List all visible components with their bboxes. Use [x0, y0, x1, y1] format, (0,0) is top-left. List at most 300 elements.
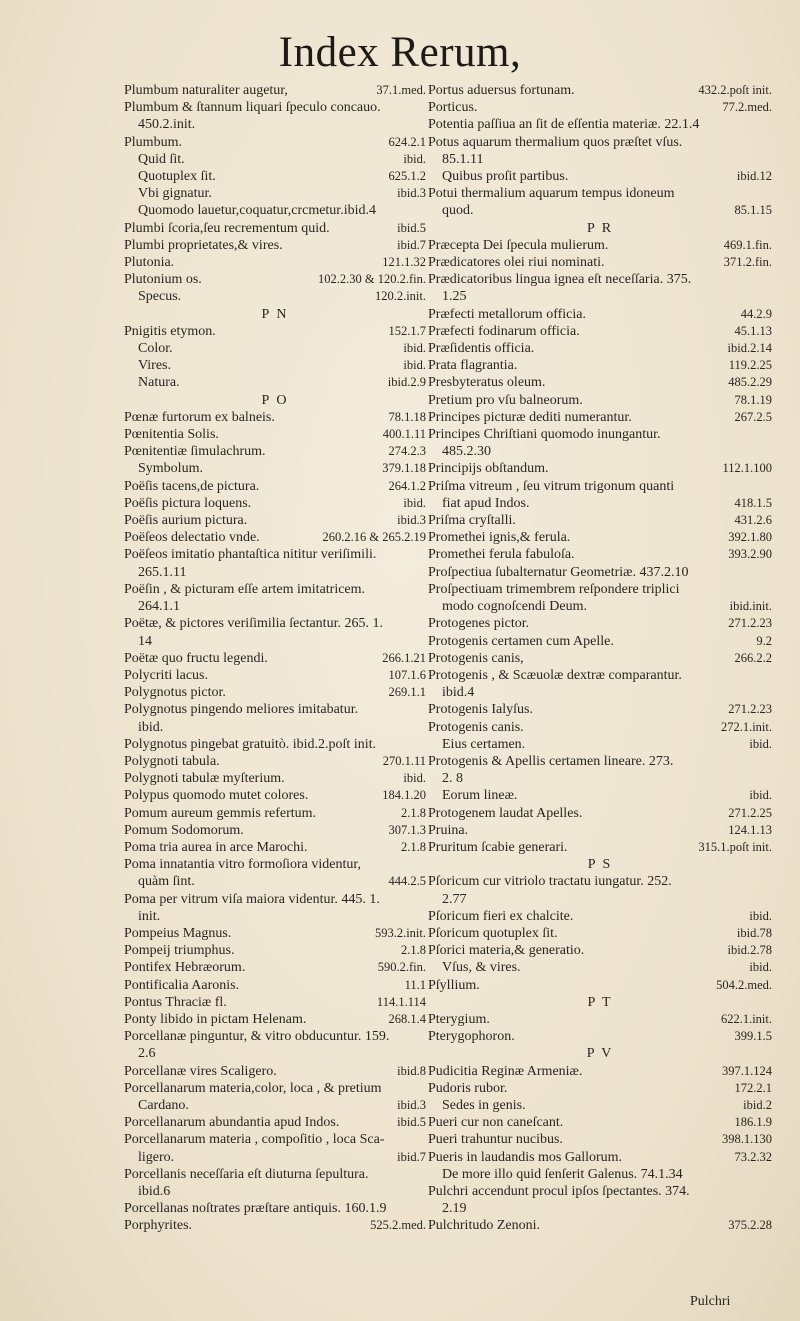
entry-reference: 85.1.15	[734, 203, 772, 218]
index-entry	[428, 82, 772, 99]
entry-reference: ibid.	[403, 771, 426, 786]
index-entry	[124, 873, 426, 890]
index-entry	[124, 529, 426, 546]
entry-term: 2.77	[442, 891, 467, 907]
entry-reference: 379.1.18	[382, 461, 426, 476]
entry-reference: 271.2.25	[728, 805, 772, 820]
entry-reference: 152.1.7	[388, 323, 426, 338]
index-entry	[124, 633, 426, 650]
index-entry	[124, 288, 426, 305]
index-entry	[124, 134, 426, 151]
index-entry	[124, 254, 426, 271]
entry-reference: 625.1.2	[388, 169, 426, 184]
left-entries	[124, 82, 426, 1235]
index-entry	[428, 1166, 772, 1183]
entry-term: Pſorici materia,& generatio.	[428, 943, 585, 959]
entry-term: Pœnitentia Solis.	[124, 427, 219, 443]
entry-term: 450.2.init.	[138, 117, 196, 133]
entry-term: 2.19	[442, 1201, 467, 1217]
index-entry	[124, 959, 426, 976]
index-entry	[124, 891, 426, 908]
entry-term: Poëſeos delectatio vnde.	[124, 530, 260, 546]
entry-term: Pulchri accendunt procul ipſos ſpectantes. 374.	[428, 1184, 690, 1199]
section-letters: P T	[587, 994, 613, 1010]
entry-reference: ibid.init.	[729, 599, 772, 614]
index-entry	[428, 839, 772, 856]
index-entry	[124, 546, 426, 563]
index-entry	[124, 168, 426, 185]
entry-reference: 504.2.med.	[716, 977, 772, 992]
index-entry	[124, 942, 426, 959]
entry-term: Poma innatantia vitro formoſiora videntur,	[124, 857, 361, 873]
entry-reference: 272.1.init.	[720, 719, 772, 734]
section-letters: P N	[261, 306, 289, 322]
entry-term: Poëtæ, & pictores veriſimilia ſectantur. 265. 1.	[124, 616, 383, 632]
index-entry	[428, 1217, 772, 1234]
entry-reference: 624.2.1	[388, 134, 426, 149]
entry-term: Porcellanarum materia,color, loca , & pretium	[124, 1080, 382, 1096]
entry-reference: 315.1.poſt init.	[698, 839, 772, 854]
entry-reference: 399.1.5	[734, 1029, 772, 1044]
entry-term: Protogenes pictor.	[428, 616, 530, 632]
index-entry	[428, 1063, 772, 1080]
index-entry	[428, 1131, 772, 1148]
entry-reference: 485.2.29	[728, 375, 772, 390]
entry-reference: 11.1	[404, 977, 426, 992]
index-entry	[428, 667, 772, 684]
entry-term: Porcellanarum materia , compoſitio , loca Sca-	[124, 1132, 385, 1148]
entry-reference: 371.2.fin.	[723, 255, 772, 270]
entry-term: Poëſin , & picturam eſſe artem imitatricem.	[124, 581, 366, 597]
entry-reference: 266.2.2	[734, 650, 772, 665]
index-entry	[124, 409, 426, 426]
index-entry	[124, 908, 426, 925]
entry-term: ibid.4	[442, 685, 475, 701]
entry-reference: ibid.3	[397, 186, 426, 201]
index-entry	[124, 426, 426, 443]
entry-reference: ibid.12	[736, 169, 772, 184]
entry-term: Porphyrites.	[124, 1218, 193, 1234]
index-entry	[124, 151, 426, 168]
entry-term: Pterygium.	[428, 1011, 490, 1027]
entry-term: 1.25	[442, 289, 467, 305]
index-entry	[124, 82, 426, 99]
index-entry	[124, 1045, 426, 1062]
entry-reference: 37.1.med.	[376, 83, 426, 97]
index-entry	[124, 220, 426, 237]
entry-term: Pnigitis etymon.	[124, 323, 216, 339]
entry-term: init.	[138, 908, 161, 924]
entry-reference: ibid.2.9	[387, 375, 426, 390]
entry-reference: ibid.2.14	[727, 341, 772, 356]
section-letters: P S	[587, 857, 613, 873]
entry-reference: 431.2.6	[734, 513, 772, 528]
entry-term: Principes picturæ dediti numerantur.	[428, 409, 632, 425]
index-entry	[124, 1011, 426, 1028]
index-entry	[428, 254, 772, 271]
entry-term: Protogenem laudat Apelles.	[428, 805, 583, 821]
entry-reference: 102.2.30 & 120.2.fin.	[318, 272, 426, 287]
index-entry	[428, 460, 772, 477]
entry-reference: 124.1.13	[728, 822, 772, 837]
entry-term: 485.2.30	[442, 444, 491, 460]
entry-term: quàm ſint.	[138, 874, 195, 890]
entry-term: Potentia paſſiua an ſit de eſſentia materiæ. 22.1.4	[428, 117, 700, 133]
entry-term: Polygnotus pictor.	[124, 685, 226, 701]
entry-term: Specus.	[138, 289, 182, 305]
index-entry	[428, 977, 772, 994]
index-entry	[428, 495, 772, 512]
index-entry	[428, 357, 772, 374]
entry-term: 265.1.11	[138, 564, 187, 580]
entry-reference: 271.2.23	[728, 616, 772, 631]
entry-term: Poma tria aurea in arce Marochi.	[124, 839, 308, 855]
index-entry	[124, 1028, 426, 1045]
index-entry	[428, 409, 772, 426]
entry-reference: 266.1.21	[382, 650, 426, 665]
entry-term: 264.1.1	[138, 599, 180, 615]
entry-term: Pœnæ furtorum ex balneis.	[124, 409, 275, 425]
index-entry	[428, 443, 772, 460]
entry-reference: 121.1.32	[382, 255, 426, 270]
entry-reference: 590.2.fin.	[377, 960, 426, 975]
section-letters: P V	[586, 1046, 614, 1062]
entry-reference: ibid.	[749, 788, 772, 803]
index-entry	[428, 426, 772, 443]
entry-term: Præſidentis officia.	[428, 341, 535, 357]
entry-reference: ibid.5	[397, 1115, 426, 1130]
entry-term: Pœnitentiæ ſimulachrum.	[124, 444, 266, 460]
entry-term: Principijs obſtandum.	[428, 461, 549, 477]
entry-term: Præfecti fodinarum officia.	[428, 323, 580, 339]
entry-term: fiat apud Indos.	[442, 495, 530, 511]
entry-term: Polygnotus pingendo meliores imitabatur.	[124, 702, 359, 718]
entry-term: Præcepta Dei ſpecula mulierum.	[428, 237, 609, 253]
index-entry	[428, 787, 772, 804]
entry-term: Polypus quomodo mutet colores.	[124, 788, 309, 804]
index-entry	[428, 822, 772, 839]
index-entry	[428, 891, 772, 908]
index-entry	[124, 770, 426, 787]
entry-term: Quibus proſit partibus.	[442, 169, 569, 185]
entry-term: Pueri cur non caneſcant.	[428, 1115, 564, 1131]
index-entry	[428, 168, 772, 185]
entry-term: Eorum lineæ.	[442, 788, 518, 804]
entry-term: modo cognoſcendi Deum.	[442, 599, 588, 615]
entry-term: Portus aduersus fortunam.	[428, 83, 575, 98]
entry-term: Pueris in laudandis mos Gallorum.	[428, 1149, 623, 1165]
entry-term: Natura.	[138, 375, 180, 391]
index-entry	[428, 598, 772, 615]
entry-term: Protogenis canis,	[428, 650, 524, 666]
entry-term: Promethei ignis,& ferula.	[428, 530, 571, 546]
entry-term: Pompeij triumphus.	[124, 943, 235, 959]
entry-reference: 119.2.25	[728, 358, 772, 373]
index-entry	[428, 873, 772, 890]
index-entry	[428, 650, 772, 667]
index-entry	[428, 323, 772, 340]
index-entry	[124, 495, 426, 512]
entry-reference: 444.2.5	[388, 874, 426, 889]
entry-reference: 112.1.100	[722, 461, 772, 476]
catchword: Pulchri	[690, 1294, 731, 1309]
entry-term: Presbyteratus oleum.	[428, 375, 546, 391]
entry-term: Pomum Sodomorum.	[124, 822, 244, 838]
index-entry	[124, 1063, 426, 1080]
entry-term: Porcellanas noſtrates præſtare antiquis. 160.1.9	[124, 1201, 387, 1217]
entry-term: Plutonia.	[124, 255, 175, 271]
entry-reference: 269.1.1	[388, 685, 426, 700]
section-letters: P R	[586, 220, 614, 236]
index-entry	[428, 908, 772, 925]
index-entry	[428, 271, 772, 288]
index-entry	[428, 581, 772, 598]
entry-term: quod.	[442, 203, 474, 219]
index-entry	[124, 564, 426, 581]
entry-term: Pueri trahuntur nucibus.	[428, 1132, 563, 1148]
entry-reference: ibid.	[403, 341, 426, 356]
index-entry	[124, 1200, 426, 1217]
index-entry	[124, 237, 426, 254]
entry-reference: 186.1.9	[734, 1115, 772, 1130]
entry-term: Cardano.	[138, 1097, 189, 1113]
entry-term: Porcellanis neceſſaria eſt diuturna ſepultura.	[124, 1166, 369, 1182]
entry-term: Pruritum ſcabie generari.	[428, 839, 568, 855]
index-entry	[124, 977, 426, 994]
entry-term: Prædicatores olei riui nominati.	[428, 255, 605, 271]
entry-term: Pſyllium.	[428, 977, 480, 993]
index-entry	[124, 1166, 426, 1183]
index-entry	[124, 340, 426, 357]
entry-reference: 393.2.90	[728, 547, 772, 562]
index-entry	[428, 736, 772, 753]
index-entry	[124, 615, 426, 632]
entry-reference: ibid.7	[397, 1149, 426, 1164]
entry-reference: 307.1.3	[388, 822, 426, 837]
entry-term: Protogenis , & Scæuolæ dextræ comparantur.	[428, 667, 682, 683]
entry-term: Ponty libido in pictam Helenam.	[124, 1011, 307, 1027]
entry-reference: 78.1.18	[388, 409, 426, 424]
index-entry	[124, 443, 426, 460]
entry-reference: 267.2.5	[734, 409, 772, 424]
entry-term: Poëtæ quo fructu legendi.	[124, 650, 268, 666]
entry-reference: ibid.3	[397, 1097, 426, 1112]
entry-reference: ibid.	[749, 736, 772, 751]
index-entry	[124, 1149, 426, 1166]
index-entry	[124, 822, 426, 839]
index-entry	[124, 753, 426, 770]
entry-term: Vſus, & vires.	[442, 960, 521, 976]
entry-term: Prata flagrantia.	[428, 358, 518, 374]
entry-reference: 469.1.fin.	[723, 237, 772, 252]
index-entry	[428, 134, 772, 151]
index-entry	[428, 392, 772, 409]
entry-term: 85.1.11	[442, 151, 484, 167]
index-entry	[124, 719, 426, 736]
index-entry	[428, 701, 772, 718]
entry-term: Pudoris rubor.	[428, 1080, 508, 1096]
entry-reference: ibid.3	[397, 513, 426, 528]
index-entry	[124, 271, 426, 288]
index-entry	[428, 1183, 772, 1200]
right-column	[428, 82, 772, 1235]
entry-reference: 400.1.11	[382, 427, 426, 442]
index-entry	[124, 856, 426, 873]
index-entry	[124, 684, 426, 701]
entry-reference: 268.1.4	[388, 1011, 426, 1026]
entry-term: Vires.	[138, 358, 171, 374]
entry-term: Pretium pro vſu balneorum.	[428, 392, 583, 408]
entry-reference: 525.2.med.	[370, 1218, 426, 1233]
entry-term: ligero.	[138, 1149, 175, 1165]
index-entry	[124, 787, 426, 804]
entry-term: Plumbi ſcoria,ſeu recrementum quid.	[124, 220, 330, 236]
entry-term: Promethei ferula fabuloſa.	[428, 547, 575, 563]
entry-term: Proſpectiuam trimembrem reſpondere triplici	[428, 581, 680, 597]
index-entry	[428, 770, 772, 787]
entry-reference: 392.1.80	[728, 530, 772, 545]
entry-reference: 73.2.32	[734, 1149, 772, 1164]
entry-term: Protogenis certamen cum Apelle.	[428, 633, 614, 649]
entry-reference: ibid.7	[397, 237, 426, 252]
index-entry	[428, 805, 772, 822]
entry-reference: 622.1.init.	[720, 1011, 772, 1026]
entry-term: Priſma cryſtalli.	[428, 513, 516, 529]
index-entry	[124, 994, 426, 1011]
index-entry	[124, 667, 426, 684]
entry-term: Pontus Thraciæ fl.	[124, 994, 227, 1010]
entry-reference: ibid.	[403, 495, 426, 510]
index-entry	[124, 581, 426, 598]
index-entry	[428, 374, 772, 391]
entry-term: Polygnotus pingebat gratuitò. ibid.2.poſt init.	[124, 736, 376, 752]
index-entry	[428, 633, 772, 650]
index-entry	[428, 512, 772, 529]
entry-reference: 2.1.8	[401, 943, 426, 958]
index-entry	[428, 942, 772, 959]
entry-reference: 260.2.16 & 265.2.19	[322, 530, 426, 545]
entry-reference: ibid.	[403, 358, 426, 373]
right-entries	[428, 82, 772, 1235]
entry-term: De more illo quid ſenſerit Galenus. 74.1.34	[442, 1166, 683, 1182]
entry-term: Quid ſit.	[138, 151, 185, 167]
index-entry	[428, 202, 772, 219]
entry-reference: 432.2.poſt init.	[698, 83, 772, 97]
entry-reference: 120.2.init.	[374, 289, 426, 304]
index-entry	[124, 478, 426, 495]
index-entry	[428, 237, 772, 254]
entry-reference: 270.1.11	[382, 753, 426, 768]
entry-reference: ibid.2.78	[727, 943, 772, 958]
entry-term: Porcellanæ pinguntur, & vitro obducuntur. 159.	[124, 1029, 390, 1045]
index-entry	[428, 1114, 772, 1131]
entry-reference: 44.2.9	[740, 306, 772, 321]
entry-term: Plumbum.	[124, 134, 182, 150]
entry-term: Prædicatoribus lingua ignea eſt neceſſaria. 375.	[428, 272, 692, 288]
entry-term: Quomodo lauetur,coquatur,crcmetur.ibid.4	[138, 203, 376, 219]
entry-reference: ibid.8	[397, 1063, 426, 1078]
entry-reference: 274.2.3	[388, 444, 426, 459]
index-entry	[428, 116, 772, 133]
entry-reference: ibid.78	[736, 925, 772, 940]
entry-term: 14	[138, 633, 152, 649]
index-entry	[428, 99, 772, 116]
entry-reference: 2.1.8	[401, 805, 426, 820]
index-entry	[428, 529, 772, 546]
index-entry	[428, 1097, 772, 1114]
entry-term: Pſoricum quotuplex ſit.	[428, 925, 558, 941]
entry-term: Pſoricum cur vitriolo tractatu iungatur. 252.	[428, 874, 672, 890]
entry-term: Protogenis Ialyſus.	[428, 702, 533, 718]
index-entry	[124, 99, 426, 116]
index-entry	[428, 684, 772, 701]
entry-term: Porcellanæ vires Scaligero.	[124, 1063, 277, 1079]
entry-term: Plumbi proprietates,& vires.	[124, 237, 283, 253]
index-entry	[428, 719, 772, 736]
entry-term: Eius certamen.	[442, 736, 526, 752]
index-entry	[124, 736, 426, 753]
entry-term: Polygnoti tabulæ myſterium.	[124, 771, 285, 787]
entry-reference: 77.2.med.	[722, 100, 772, 115]
entry-term: Proſpectiua ſubalternatur Geometriæ. 437.2.10	[428, 564, 689, 580]
index-entry	[124, 1080, 426, 1097]
index-entry	[124, 805, 426, 822]
index-entry	[124, 460, 426, 477]
index-entry	[428, 306, 772, 323]
entry-reference: ibid.5	[397, 220, 426, 235]
entry-term: Protogenis & Apellis certamen lineare. 273.	[428, 753, 674, 769]
entry-term: Pterygophoron.	[428, 1029, 515, 1045]
entry-term: Porticus.	[428, 100, 478, 116]
index-entry	[428, 1028, 772, 1045]
entry-term: Color.	[138, 341, 173, 357]
index-entry	[428, 615, 772, 632]
entry-term: Porcellanarum abundantia apud Indos.	[124, 1115, 340, 1131]
entry-reference: ibid.2	[743, 1097, 772, 1112]
entry-term: Pulchritudo Zenoni.	[428, 1218, 540, 1234]
entry-reference: ibid.	[749, 960, 772, 975]
entry-term: Poma per vitrum viſa maiora videntur. 445. 1.	[124, 891, 380, 907]
entry-term: Plumbum naturaliter augetur,	[124, 83, 288, 98]
entry-term: Plumbum & ſtannum liquari ſpeculo concauo.	[124, 100, 381, 116]
entry-term: Potus aquarum thermalium quos præſtet vſus.	[428, 134, 683, 150]
index-entry	[124, 598, 426, 615]
index-entry	[124, 650, 426, 667]
entry-term: Pruina.	[428, 822, 469, 838]
index-entry	[124, 512, 426, 529]
entry-term: Pontifex Hebræorum.	[124, 960, 246, 976]
entry-reference: 184.1.20	[382, 788, 426, 803]
entry-term: Poëſis pictura loquens.	[124, 495, 252, 511]
entry-term: Vbi gignatur.	[138, 186, 212, 202]
index-entry	[124, 701, 426, 718]
entry-term: Potui thermalium aquarum tempus idoneum	[428, 186, 675, 202]
entry-reference: 114.1.114	[376, 994, 426, 1009]
index-entry	[124, 1217, 426, 1234]
entry-term: Principes Chriſtiani quomodo inungantur.	[428, 427, 661, 443]
index-entry	[428, 151, 772, 168]
entry-term: Polygnoti tabula.	[124, 753, 220, 769]
left-column	[124, 82, 426, 1235]
entry-reference: 264.1.2	[388, 478, 426, 493]
index-entry	[428, 1080, 772, 1097]
index-entry	[428, 925, 772, 942]
index-entry	[124, 1131, 426, 1148]
index-entry	[124, 839, 426, 856]
index-entry	[124, 925, 426, 942]
index-entry	[428, 564, 772, 581]
entry-reference: ibid.	[403, 151, 426, 166]
